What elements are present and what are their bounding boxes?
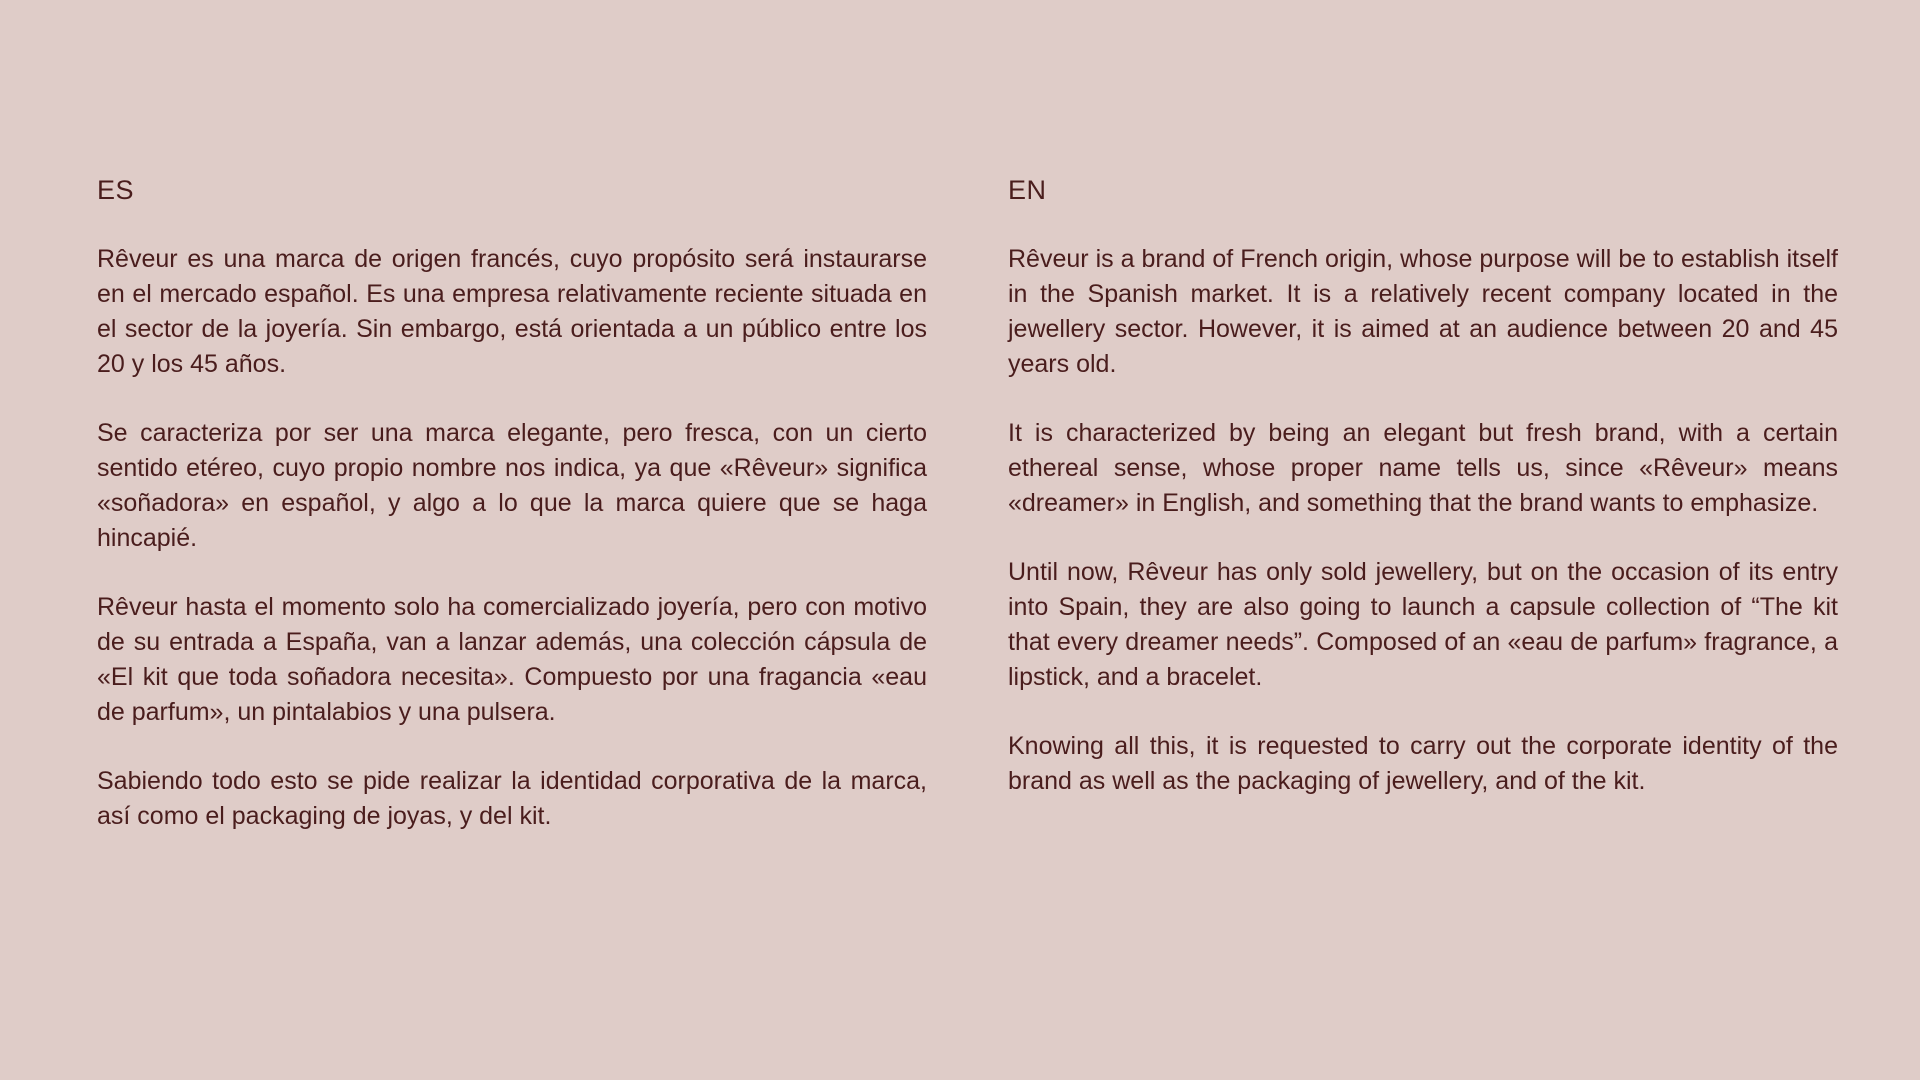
en-paragraph-3: Until now, Rêveur has only sold jewellery, but on the occasion of its entry into Spain, they are also going to launch a capsule collection of “The kit that every dreamer needs”. Composed of an «eau de parfum» fragrance, a lipstick, and a bracelet. xyxy=(1008,558,1838,691)
language-heading-en: EN xyxy=(1008,175,1047,205)
es-paragraph-4: Sabiendo todo esto se pide realizar la identidad corporativa de la marca, así como el packaging de joyas, y del kit. xyxy=(97,767,927,830)
spanish-column xyxy=(97,172,927,868)
en-paragraph-4: Knowing all this, it is requested to carry out the corporate identity of the brand as well as the packaging of jewellery, and of the kit. xyxy=(1008,732,1838,795)
language-heading-es: ES xyxy=(97,175,135,205)
en-paragraph-2: It is characterized by being an elegant but fresh brand, with a certain ethereal sense, whose proper name tells us, since «Rêveur» means «dreamer» in English, and something that the brand wants to emphasize. xyxy=(1008,419,1838,517)
es-paragraph-3: Rêveur hasta el momento solo ha comercializado joyería, pero con motivo de su entrada a España, van a lanzar además, una colección cápsula de «El kit que toda soñadora necesita». Compuesto por una fragancia «eau de parfum», un pintalabios y una pulsera. xyxy=(97,593,927,726)
english-column xyxy=(1008,172,1838,833)
es-paragraph-1: Rêveur es una marca de origen francés, cuyo propósito será instaurarse en el mercado español. Es una empresa relativamente reciente situada en el sector de la joyería. Sin embargo, está orientada a un público entre los 20 y los 45 años. xyxy=(97,245,927,378)
en-paragraph-1: Rêveur is a brand of French origin, whose purpose will be to establish itself in the Spanish market. It is a relatively recent company located in the jewellery sector. However, it is aimed at an audience between 20 and 45 years old. xyxy=(1008,245,1838,378)
es-paragraph-2: Se caracteriza por ser una marca elegante, pero fresca, con un cierto sentido etéreo, cuyo propio nombre nos indica, ya que «Rêveur» significa «soñadora» en español, y algo a lo que la marca quiere que se haga hincapié. xyxy=(97,419,927,552)
